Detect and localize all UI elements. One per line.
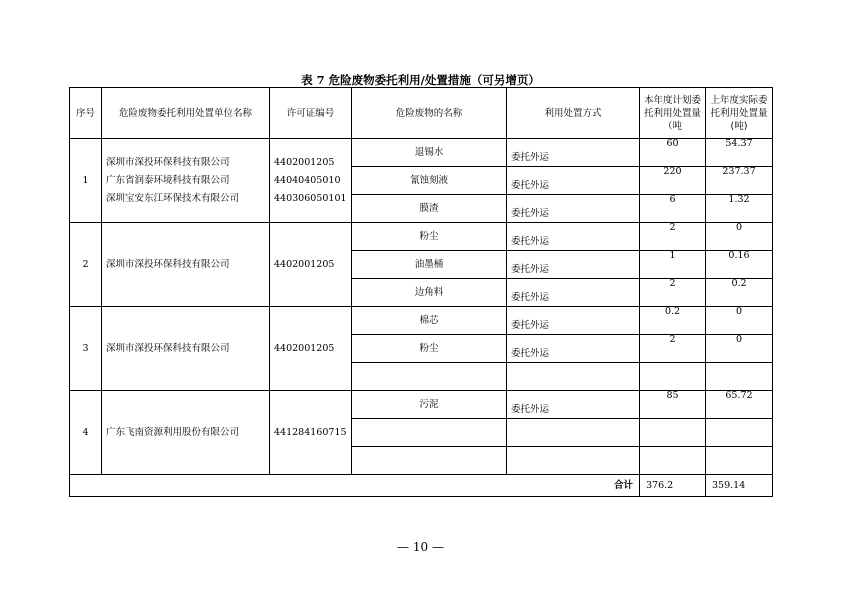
- disposal-method: 委托外运: [507, 335, 640, 363]
- planned-amount: 85: [640, 391, 706, 419]
- row-number: 4: [70, 391, 102, 475]
- waste-name: 膜渣: [352, 195, 507, 223]
- waste-name: [352, 363, 507, 391]
- last-year-amount: 1.32: [706, 195, 773, 223]
- header-row: [70, 88, 773, 139]
- license-numbers: [270, 307, 352, 391]
- last-year-amount: 237.37: [706, 167, 773, 195]
- last-year-amount: [706, 419, 773, 447]
- last-year-amount: 0: [706, 307, 773, 335]
- disposal-method: 委托外运: [507, 279, 640, 307]
- total-last-year: 359.14: [706, 475, 773, 497]
- waste-name: 粉尘: [352, 335, 507, 363]
- table-row: [70, 307, 773, 335]
- disposal-method: 委托外运: [507, 195, 640, 223]
- last-year-amount: 0.16: [706, 251, 773, 279]
- row-number: 1: [70, 139, 102, 223]
- table-title: 表 7 危险废物委托利用/处置措施（可另增页）: [301, 73, 540, 87]
- header-last: 上年度实际委托利用处置量(吨): [706, 88, 773, 139]
- license-number: 440306050101: [274, 192, 347, 204]
- last-year-amount: 54.37: [706, 139, 773, 167]
- disposal-unit-names: [102, 307, 270, 391]
- last-year-amount: 0: [706, 223, 773, 251]
- waste-name: 退锡水: [352, 139, 507, 167]
- planned-amount: 60: [640, 139, 706, 167]
- disposal-unit-name: 深圳市深投环保科技有限公司: [106, 342, 230, 354]
- disposal-method: 委托外运: [507, 139, 640, 167]
- waste-name: 氰蚀刻液: [352, 167, 507, 195]
- planned-amount: 6: [640, 195, 706, 223]
- total-planned: 376.2: [640, 475, 706, 497]
- planned-amount: 220: [640, 167, 706, 195]
- planned-amount: 2: [640, 279, 706, 307]
- row-number: 2: [70, 223, 102, 307]
- license-number: 441284160715: [274, 426, 347, 438]
- disposal-unit-name: 深圳市深投环保科技有限公司: [106, 156, 230, 168]
- waste-name: 污泥: [352, 391, 507, 419]
- header-license: 许可证编号: [270, 88, 352, 139]
- disposal-method: 委托外运: [507, 391, 640, 419]
- disposal-method: [507, 363, 640, 391]
- header-plan: 本年度计划委托利用处置量（吨: [640, 88, 706, 139]
- last-year-amount: [706, 363, 773, 391]
- disposal-method: [507, 447, 640, 475]
- license-number: 4402001205: [274, 342, 335, 354]
- disposal-unit-name: 深圳宝安东江环保技术有限公司: [106, 192, 240, 204]
- table-row: [70, 223, 773, 251]
- disposal-unit-name: 广东省润泰环境科技有限公司: [106, 174, 230, 186]
- planned-amount: [640, 447, 706, 475]
- disposal-method: 委托外运: [507, 223, 640, 251]
- total-label: 合计: [70, 475, 640, 497]
- disposal-method: 委托外运: [507, 307, 640, 335]
- last-year-amount: 65.72: [706, 391, 773, 419]
- waste-name: 棉芯: [352, 307, 507, 335]
- waste-name: [352, 419, 507, 447]
- planned-amount: 1: [640, 251, 706, 279]
- disposal-method: 委托外运: [507, 167, 640, 195]
- header-unit: 危险废物委托利用处置单位名称: [102, 88, 270, 139]
- planned-amount: [640, 419, 706, 447]
- total-row: [70, 475, 773, 497]
- waste-name: [352, 447, 507, 475]
- waste-name: 粉尘: [352, 223, 507, 251]
- header-no: 序号: [70, 88, 102, 139]
- header-waste: 危险废物的名称: [352, 88, 507, 139]
- table-row: [70, 139, 773, 167]
- license-numbers: [270, 139, 352, 223]
- disposal-unit-names: [102, 139, 270, 223]
- last-year-amount: [706, 447, 773, 475]
- table-row: [70, 391, 773, 419]
- planned-amount: 2: [640, 223, 706, 251]
- planned-amount: 2: [640, 335, 706, 363]
- header-method: 利用处置方式: [507, 88, 640, 139]
- license-number: 44040405010: [274, 174, 341, 186]
- disposal-unit-names: [102, 223, 270, 307]
- disposal-method: [507, 419, 640, 447]
- planned-amount: 0.2: [640, 307, 706, 335]
- license-number: 4402001205: [274, 156, 335, 168]
- hazardous-waste-table: [69, 87, 773, 497]
- license-number: 4402001205: [274, 258, 335, 270]
- license-numbers: [270, 223, 352, 307]
- license-numbers: [270, 391, 352, 475]
- planned-amount: [640, 363, 706, 391]
- page-number: — 10 —: [397, 540, 444, 554]
- last-year-amount: 0.2: [706, 279, 773, 307]
- row-number: 3: [70, 307, 102, 391]
- waste-name: 边角料: [352, 279, 507, 307]
- last-year-amount: 0: [706, 335, 773, 363]
- waste-name: 油墨桶: [352, 251, 507, 279]
- disposal-unit-name: 广东飞南资源利用股份有限公司: [106, 426, 240, 438]
- disposal-unit-names: [102, 391, 270, 475]
- disposal-method: 委托外运: [507, 251, 640, 279]
- disposal-unit-name: 深圳市深投环保科技有限公司: [106, 258, 230, 270]
